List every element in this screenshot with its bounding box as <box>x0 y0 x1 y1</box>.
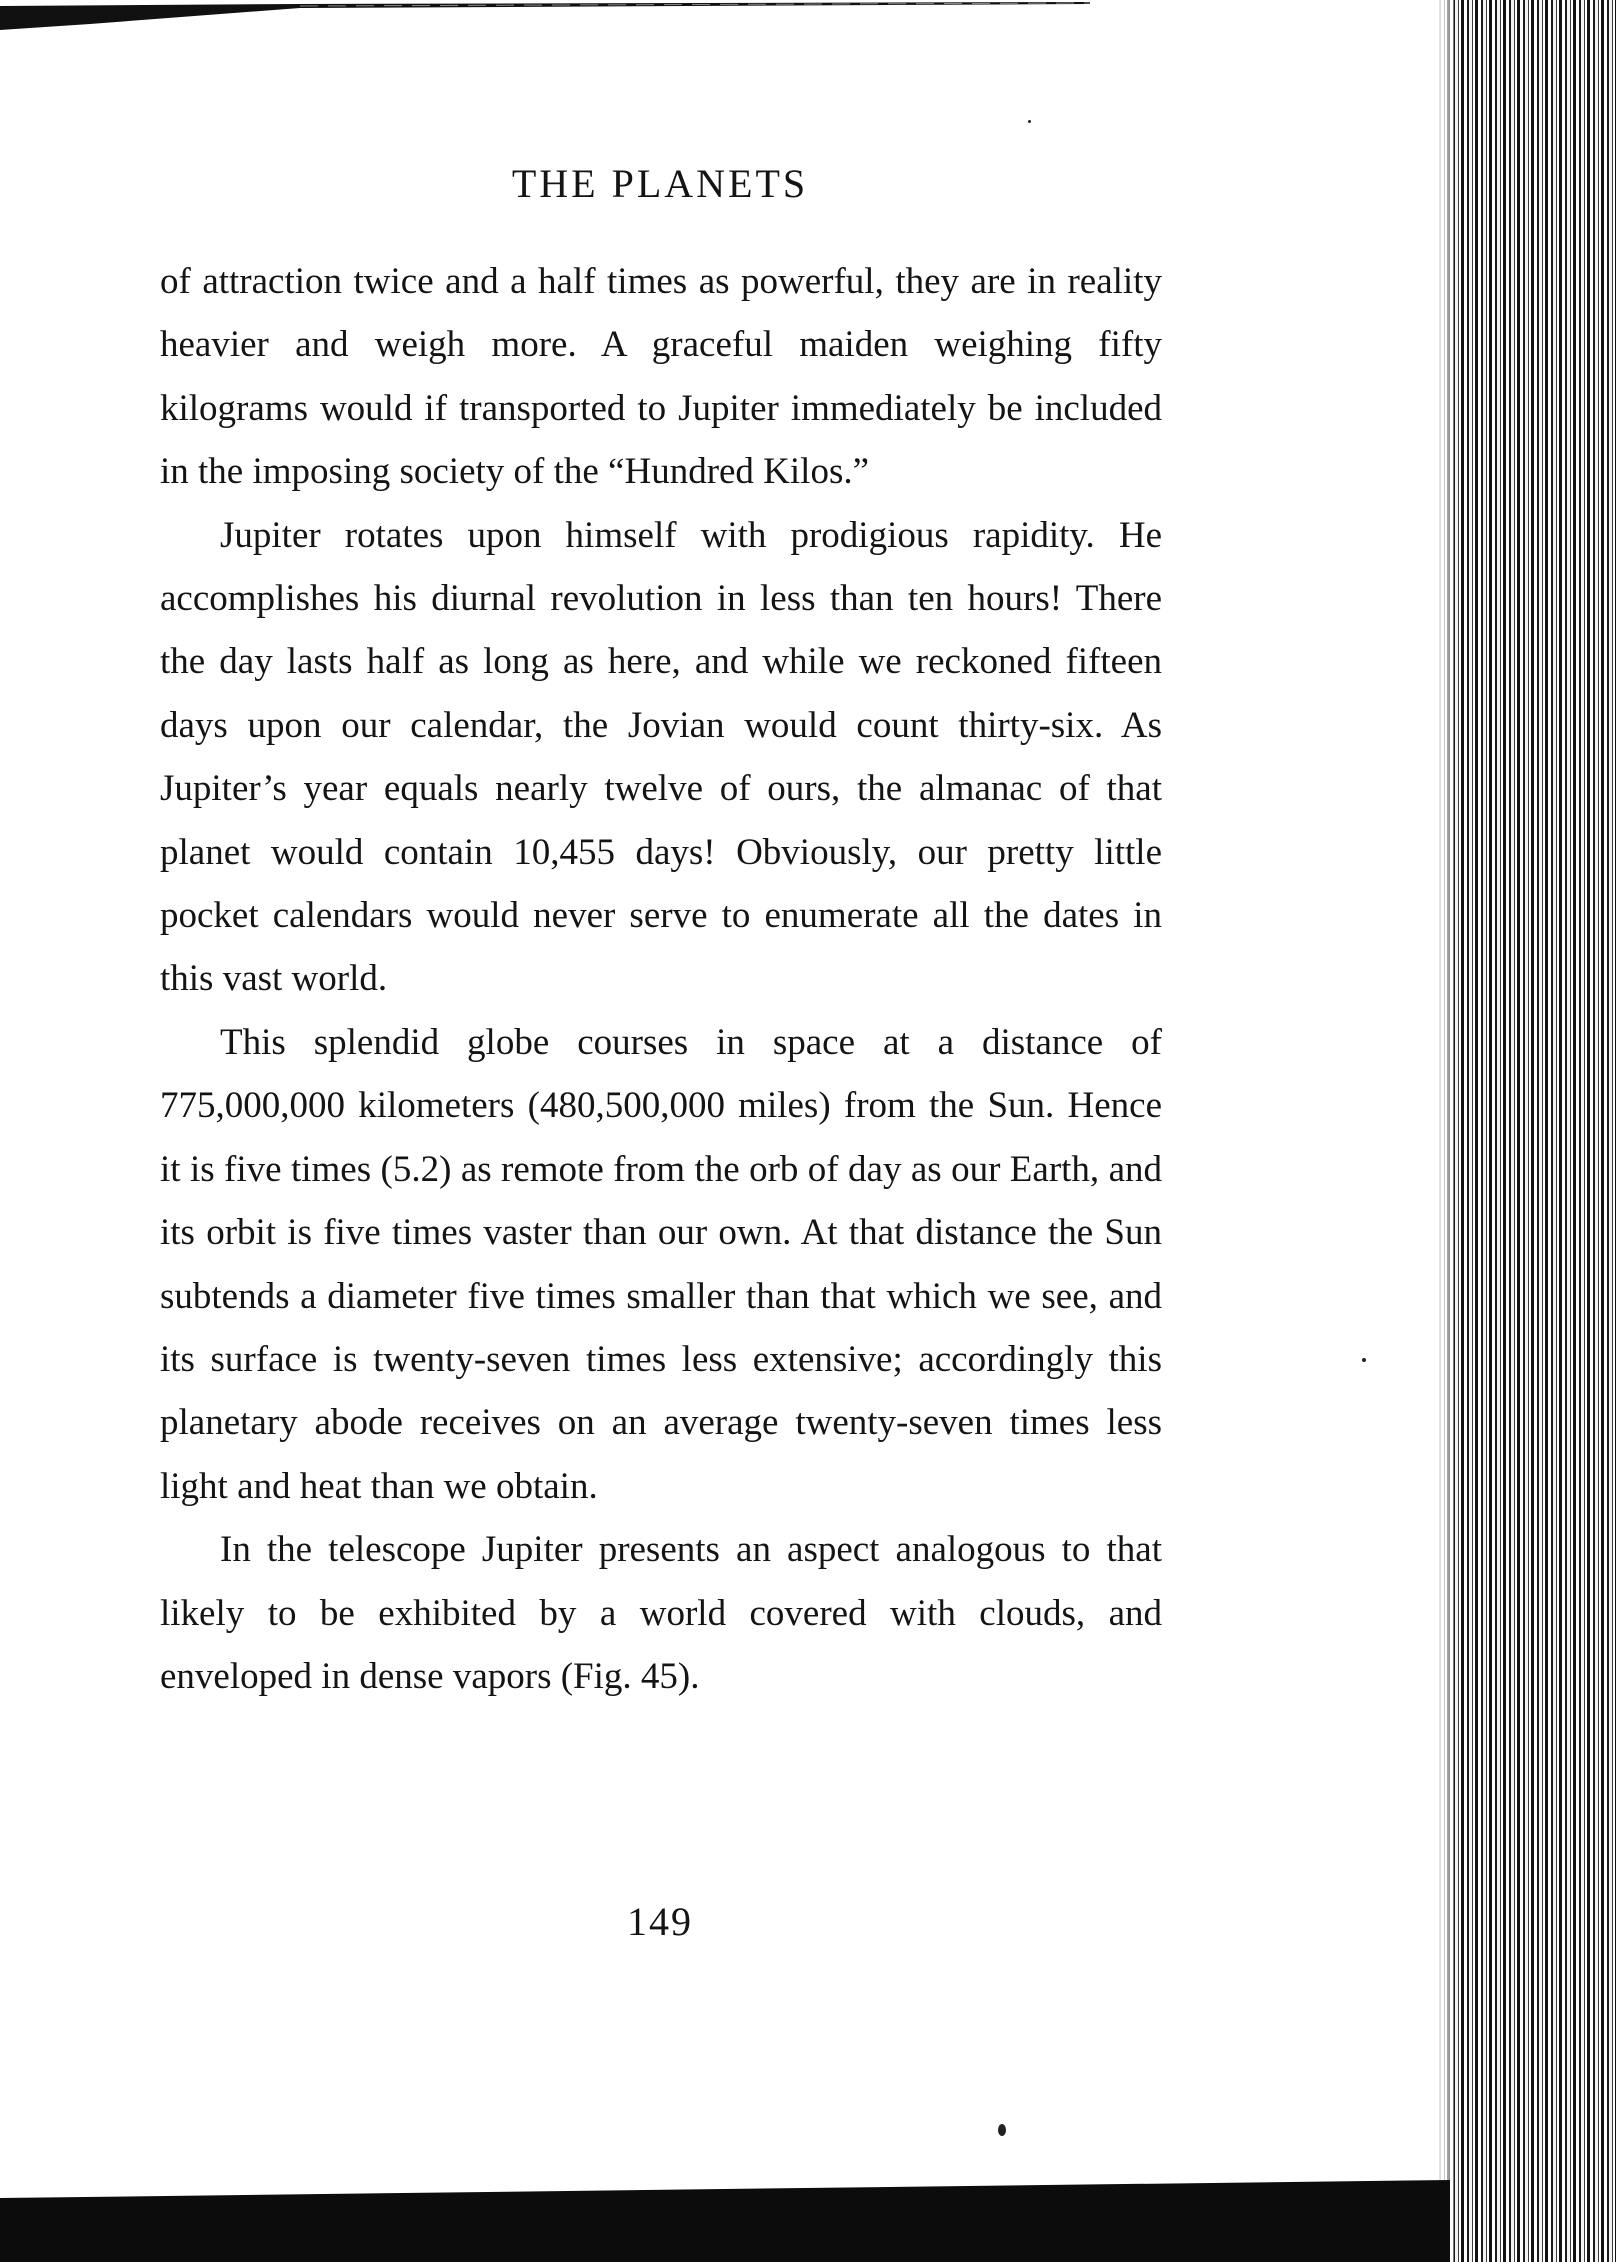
ink-speck <box>1028 120 1031 123</box>
page-number: 149 <box>627 1899 693 1944</box>
paragraph-4: In the telescope Jupiter presents an aspect analogous to that likely to be exhibited by a world covered with clouds, and enveloped in dense vapors (Fig. 45). <box>160 1529 1162 1697</box>
page-stack-edge <box>1436 0 1616 2262</box>
scan-top-edge <box>0 0 1090 30</box>
ink-speck <box>1362 1358 1366 1362</box>
paragraph-2: Jupiter rotates upon himself with prodigious rapidity. He accomplishes his diurnal revolution in less than ten hours! There the day lasts half as long as here, and while we reckoned fifteen days upon our calendar, the Jovian would count thirty-six. As Jupiter’s year equals nearly twelve of ours, the almanac of that planet would contain 10,455 days! Obviously, our pretty little pocket calendars would never serve to enumerate all the dates in this vast world. <box>160 514 1162 1000</box>
paragraph-1: of attraction twice and a half times as powerful, they are in reality heavier and weigh more. A graceful maiden weighing fifty kilograms would if transported to Jupiter immediately be included in the imposing society of the “Hundred Kilos.” <box>160 261 1162 493</box>
running-head: THE PLANETS <box>511 161 809 206</box>
ink-speck <box>998 2124 1006 2136</box>
body-text <box>160 250 1162 1708</box>
scan-bottom-edge <box>0 2180 1450 2262</box>
paragraph-3: This splendid globe courses in space at a distance of 775,000,000 kilometers (480,500,000 miles) from the Sun. Hence it is five times (5.2) as remote from the orb of day as our Earth, and its orbit is five times vaster than our own. At that distance the Sun subtends a diameter five times smaller than that which we see, and its surface is twenty-seven times less extensive; accordingly this planetary abode receives on an average twenty-seven times less light and heat than we obtain. <box>160 1021 1162 1507</box>
